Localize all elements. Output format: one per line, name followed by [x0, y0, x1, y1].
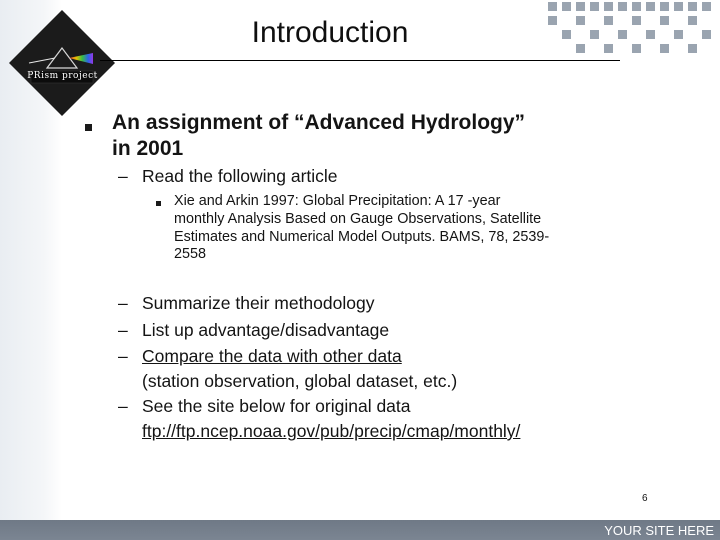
bullet-square-icon	[85, 124, 92, 131]
title-divider	[100, 60, 620, 61]
ftp-link[interactable]: ftp://ftp.ncep.noaa.gov/pub/precip/cmap/monthly/	[142, 421, 521, 441]
dash-icon: –	[118, 396, 128, 416]
dash-icon: –	[118, 346, 128, 366]
compare-link-text[interactable]: Compare the data with other data	[142, 346, 402, 366]
slide-title: Introduction	[251, 16, 409, 49]
footer-site-text: YOUR SITE HERE	[604, 523, 714, 538]
dash-icon: –	[118, 166, 128, 186]
compare-detail: (station observation, global dataset, etc.)	[142, 371, 458, 391]
dash-icon: –	[118, 293, 128, 313]
bullet-small-square-icon	[156, 201, 161, 206]
dash-icon: –	[118, 320, 128, 340]
prism-logo	[7, 8, 117, 118]
bullet-assignment: An assignment of “Advanced Hydrology” in 2001	[112, 111, 526, 160]
bullet-compare	[142, 344, 542, 394]
bullet-advantages: List up advantage/disadvantage	[142, 320, 390, 340]
page-number: 6	[642, 493, 648, 504]
decorative-square-grid	[548, 2, 720, 62]
bullet-read-article: Read the following article	[142, 166, 338, 186]
see-site-text: See the site below for original data	[142, 396, 411, 416]
footer-bar	[0, 520, 720, 540]
article-citation: Xie and Arkin 1997: Global Precipitation: A 17 -year monthly Analysis Based on Gauge Observations, Satellite Estimates and Numerical Model Outputs. BAMS, 78, 2539-2558	[174, 193, 550, 263]
bullet-summarize: Summarize their methodology	[142, 293, 375, 313]
logo-text: PRism project	[27, 71, 98, 81]
bullet-see-site	[142, 394, 542, 444]
